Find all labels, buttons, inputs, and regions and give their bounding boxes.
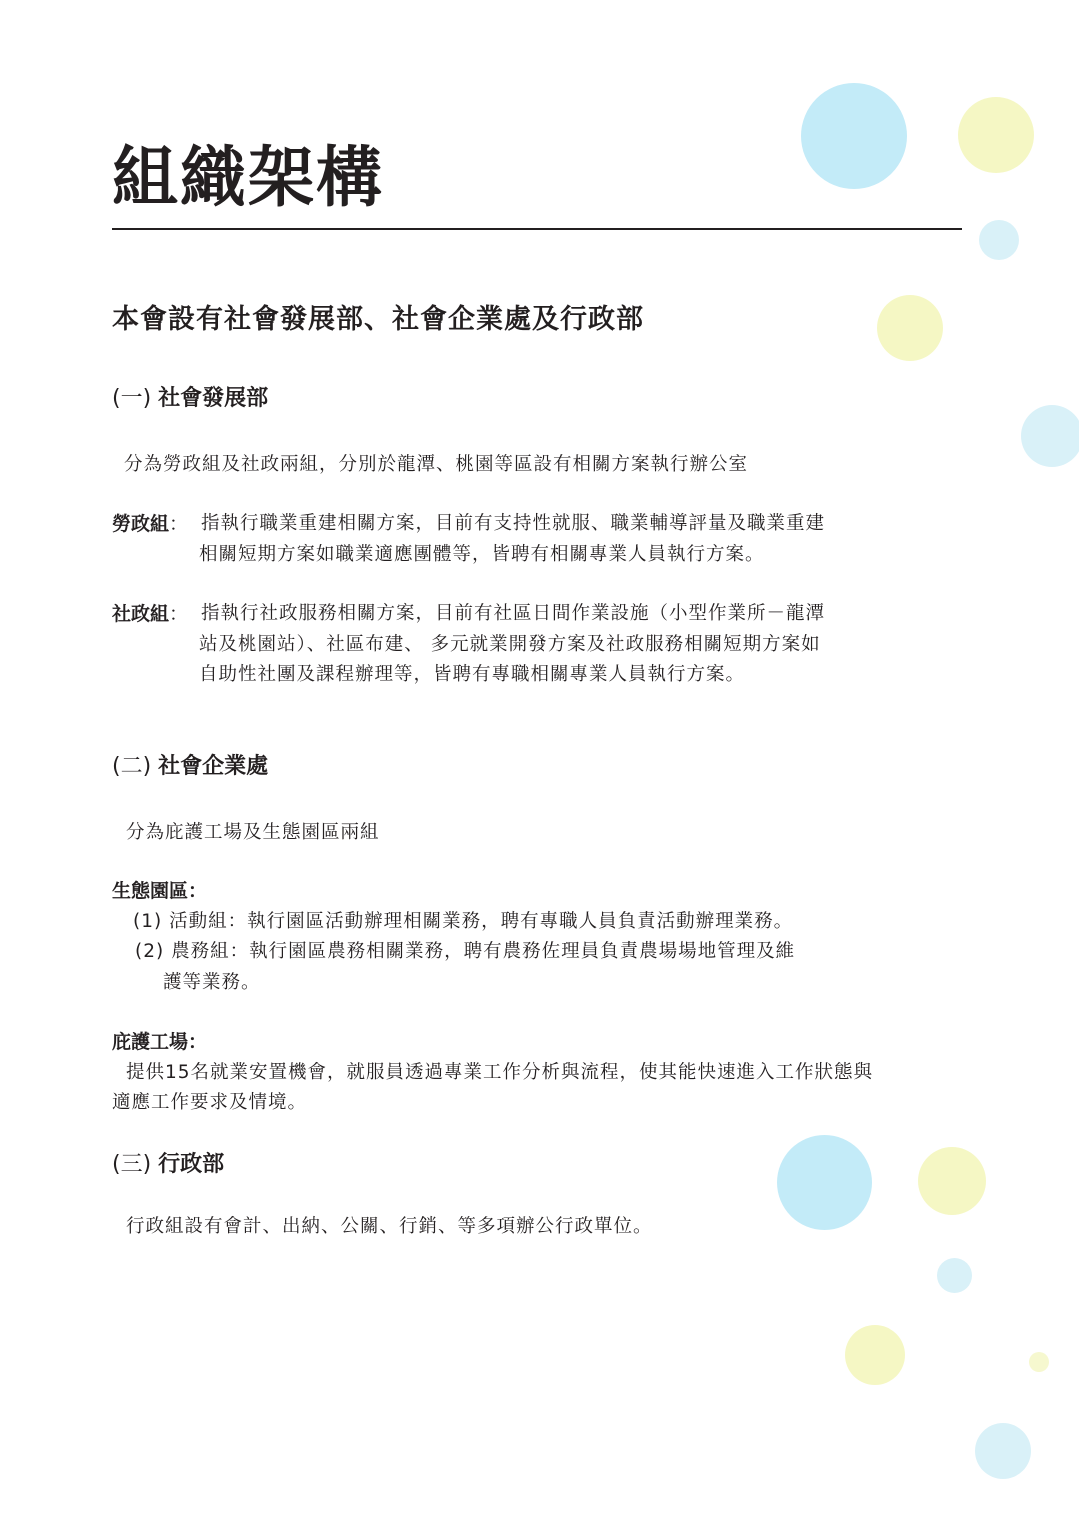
decor-circle-blue-icon [937, 1258, 972, 1293]
group-label-text: 勞政組 [112, 513, 170, 535]
group-label-separator: ： [169, 513, 189, 535]
decor-circle-yellow-icon [918, 1147, 986, 1215]
section-heading-social-enterprise [112, 752, 268, 782]
sheltered-workshop-label: 庇護工場： [112, 1031, 208, 1053]
page-title: 組織架構 [112, 139, 384, 216]
group-label-social-affairs [112, 599, 188, 629]
section-number: (三) [112, 1152, 152, 1177]
section-description: 分為庇護工場及生態園區兩組 [126, 822, 380, 843]
section-heading-administration [112, 1150, 224, 1180]
decor-circle-blue-icon [777, 1135, 872, 1230]
decor-circle-blue-icon [801, 83, 907, 189]
group-label-text: 社政組 [112, 603, 170, 625]
section-name: 行政部 [158, 1152, 225, 1177]
decor-circle-blue-icon [1021, 405, 1079, 467]
list-item: (1) 活動組：執行園區活動辦理相關業務，聘有專職人員負責活動辦理業務。 [133, 911, 794, 932]
section-heading-social-development [112, 384, 268, 414]
eco-park-label: 生態園區： [112, 880, 208, 902]
list-item: 護等業務。 [163, 972, 261, 993]
group-line: 指執行職業重建相關方案，目前有支持性就服、職業輔導評量及職業重建 [201, 513, 826, 534]
group-line: 相關短期方案如職業適應團體等，皆聘有相關專業人員執行方案。 [199, 544, 765, 565]
section-name: 社會發展部 [158, 386, 269, 411]
section-number: (一) [112, 386, 152, 411]
decor-circle-yellow-icon [1029, 1352, 1049, 1372]
list-item: (2) 農務組：執行園區農務相關業務，聘有農務佐理員負責農場場地管理及維 [135, 941, 796, 962]
title-divider [112, 228, 962, 230]
group-label-labor [112, 509, 188, 539]
section-description: 分為勞政組及社政兩組，分別於龍潭、桃園等區設有相關方案執行辦公室 [124, 454, 749, 475]
decor-circle-yellow-icon [845, 1325, 905, 1385]
section-description: 行政組設有會計、出納、公關、行銷、等多項辦公行政單位。 [126, 1216, 653, 1237]
section-name: 社會企業處 [158, 754, 269, 779]
group-label-separator: ： [169, 603, 189, 625]
decor-circle-yellow-icon [877, 295, 943, 361]
workshop-line: 適應工作要求及情境。 [112, 1092, 308, 1113]
decor-circle-yellow-icon [958, 97, 1034, 173]
group-line: 指執行社政服務相關方案，目前有社區日間作業設施（小型作業所－龍潭 [201, 603, 826, 624]
group-line: 自助性社團及課程辦理等，皆聘有專職相關專業人員執行方案。 [199, 664, 746, 685]
intro-heading: 本會設有社會發展部、社會企業處及行政部 [112, 304, 644, 335]
decor-circle-blue-icon [975, 1423, 1031, 1479]
decor-circle-blue-icon [979, 220, 1019, 260]
section-number: (二) [112, 754, 152, 779]
group-line: 站及桃園站）、社區布建、 多元就業開發方案及社政服務相關短期方案如 [199, 634, 821, 655]
workshop-line: 提供15名就業安置機會，就服員透過專業工作分析與流程，使其能快速進入工作狀態與 [126, 1062, 874, 1083]
